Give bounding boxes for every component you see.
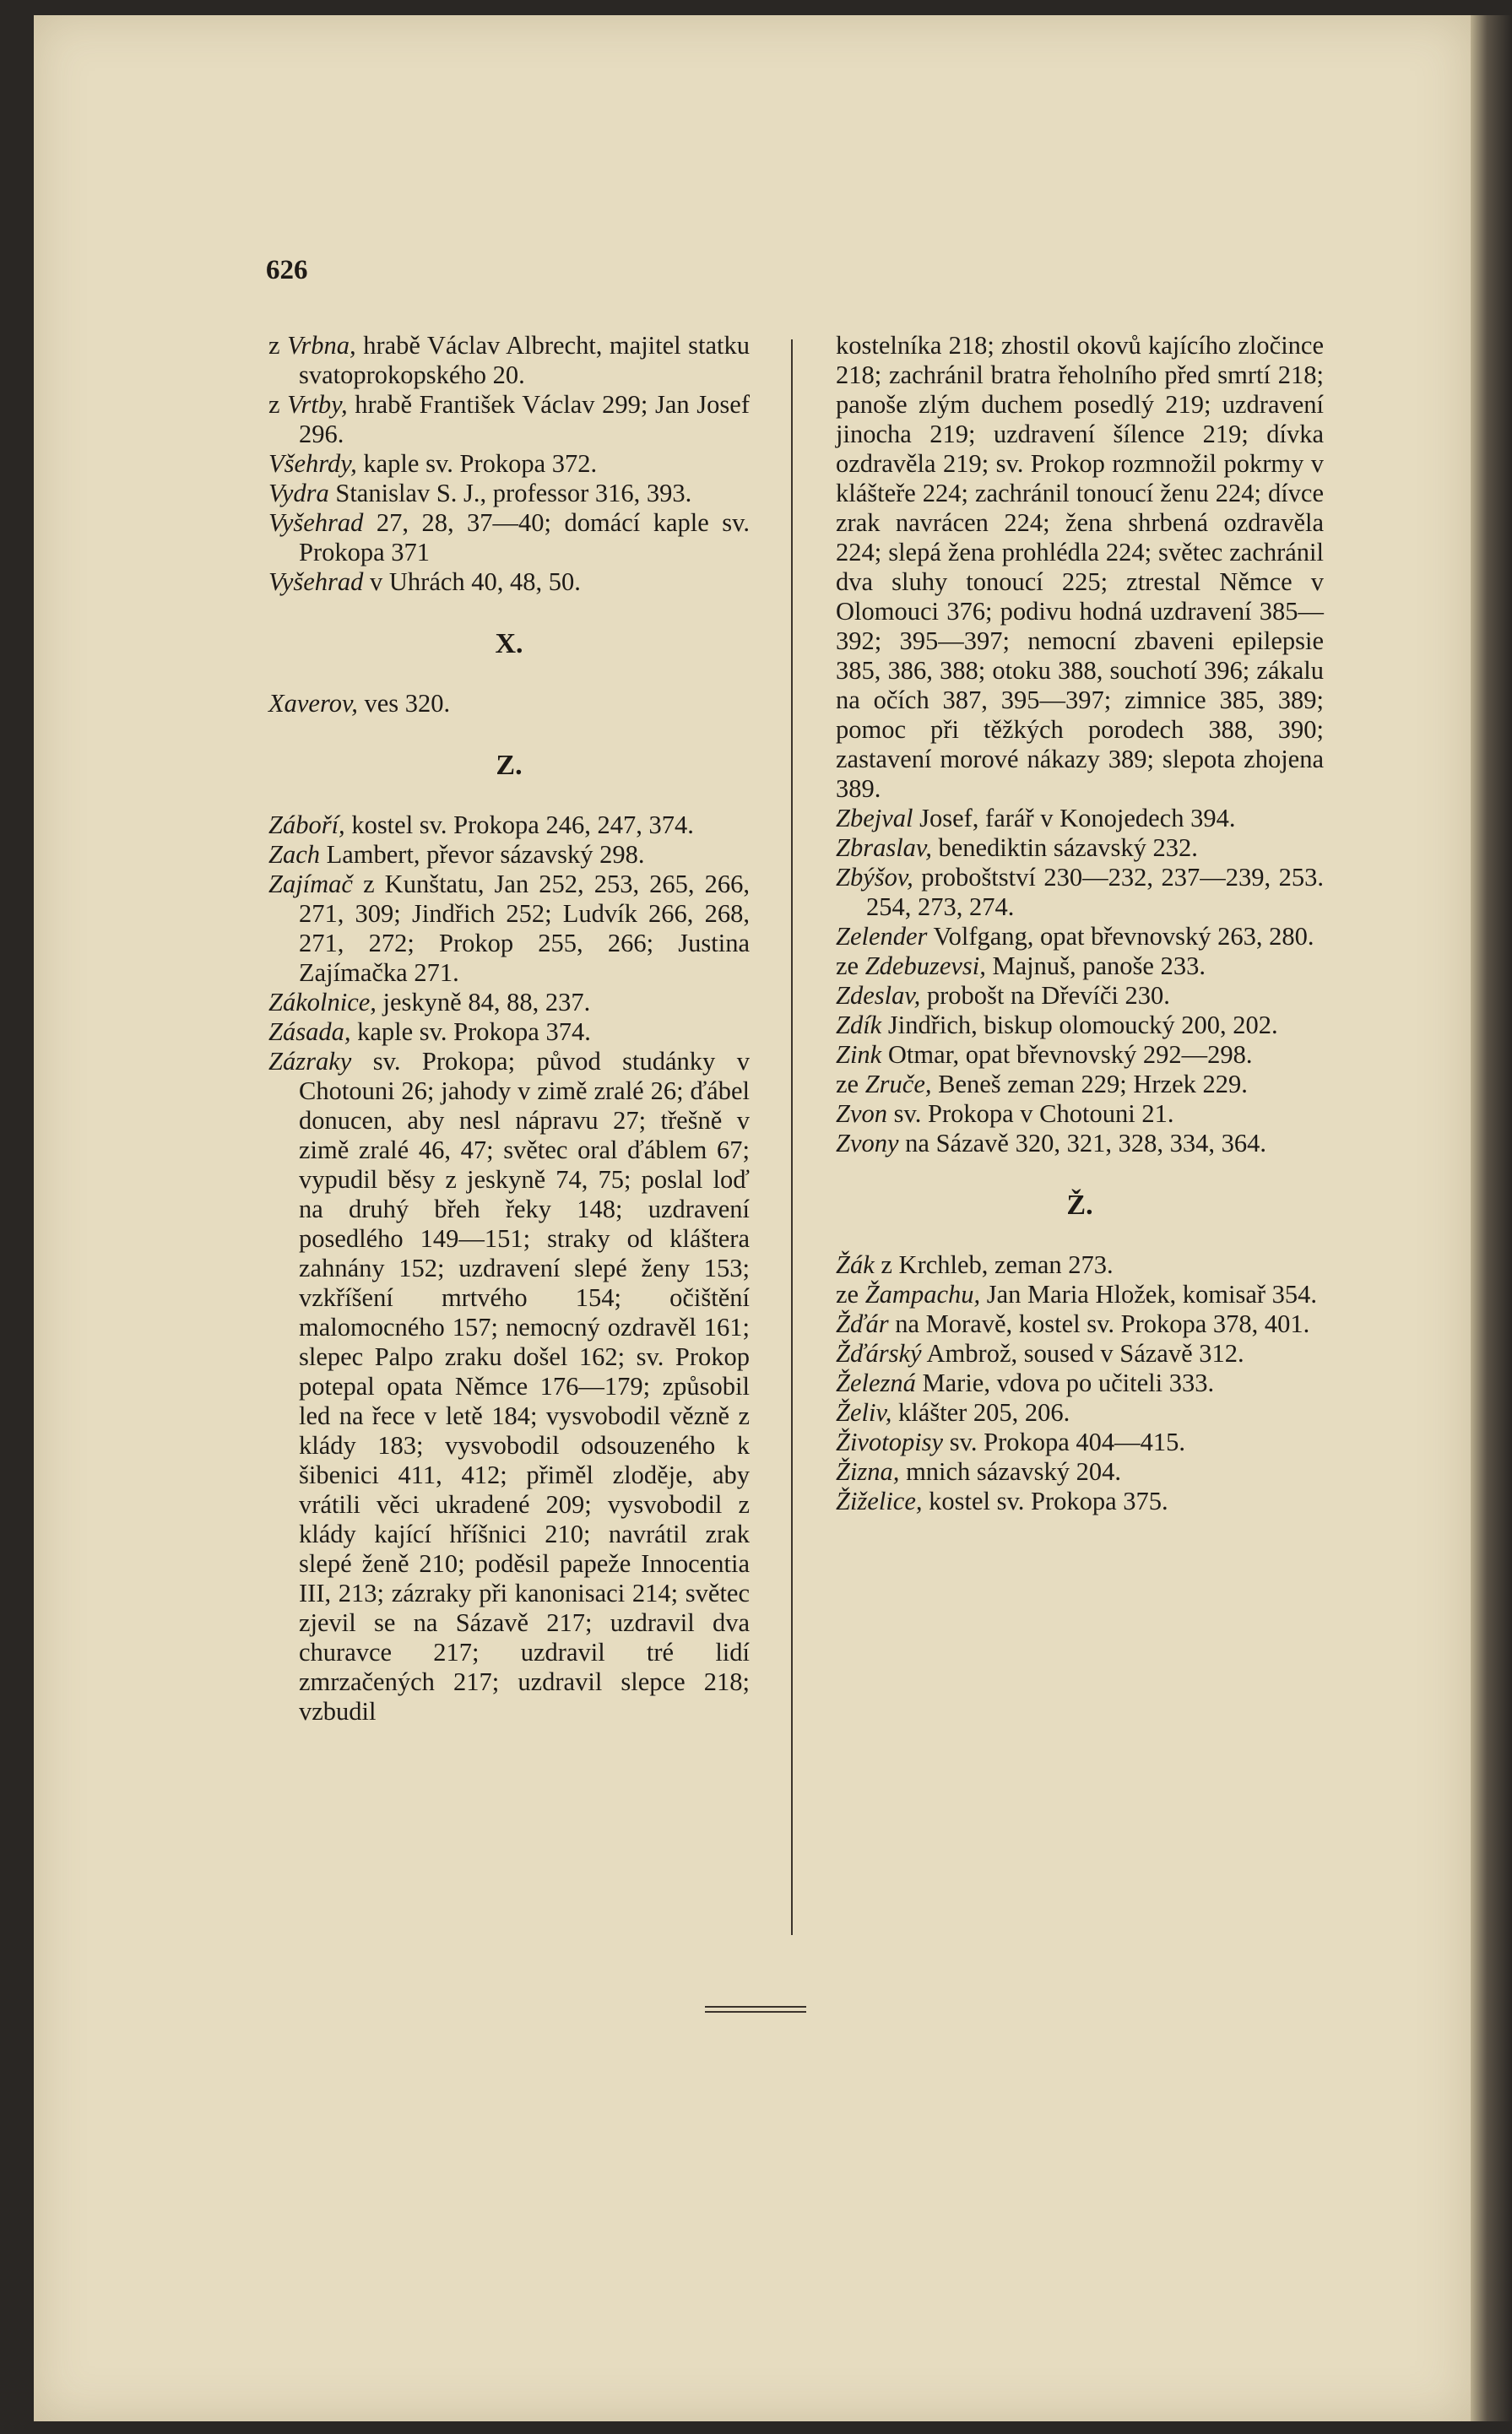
entry-name: Zbýšov, [836, 863, 913, 892]
entry-text: z Kunštatu, Jan 252, 253, 265, 266, 271, 309; Jindřich 252; Ludvík 266, 268, 271, 272; Prokop 255, 266; Justina Zajímačka 271. [299, 870, 750, 987]
entry-text: kaple sv. Prokopa 372. [356, 449, 598, 478]
entry-name: Zruče, [864, 1070, 932, 1098]
entry-name: Zbraslav, [836, 833, 932, 862]
index-entry [268, 988, 750, 1017]
entry-text: sv. Prokopa; původ studánky v Chotouni 26; jahody v zimě zralé 26; ďábel donucen, aby nesl nápravu 27; třešně v zimě zralé 46, 47; světec oral ďáblem 67; vypudil běsy z jeskyně 74, 75; poslal loď na druhý břeh řeky 148; uzdravení posedlého 149—151; straky od kláštera zahnány 152; uzdravení slepé ženy 153; vzkříšení mrtvého 154; očištění malomocného 157; nemocný ozdravěl 161; slepec Palpo zraku došel 162; sv. Prokop potepal opata Němce 176—179; způsobil led na řece v letě 184; vysvobodil vězně z klády 183; vysvobodil odsouzeného k šibenici 411, 412; přiměl zloděje, aby vrátili věci ukradené 209; vysvobodil z klády kající hříšnici 210; navrátil zrak slepé ženě 210; poděsil papeže Innocentia III, 213; zázraky při kanonisaci 214; světec zjevil se na Sázavě 217; uzdravil dva churavce 217; uzdravil tré lidí zmrzačených 217; uzdravil slepce 218; vzbudil [299, 1047, 750, 1726]
index-entry [268, 479, 750, 508]
index-entry [836, 1309, 1324, 1339]
index-entry [268, 689, 750, 718]
entry-name: Žizna, [836, 1457, 900, 1486]
entry-name: Vyšehrad [268, 508, 364, 537]
index-entry [836, 1250, 1324, 1280]
index-entry [268, 840, 750, 870]
entry-group-v [268, 331, 750, 597]
index-entry [836, 1369, 1324, 1398]
entry-name: Zajímač [268, 870, 353, 898]
index-column-left [268, 331, 750, 1727]
index-entry [836, 981, 1324, 1011]
entry-text: sv. Prokopa 404—415. [943, 1428, 1186, 1456]
entry-group-x [268, 689, 750, 718]
entry-name: Vyšehrad [268, 567, 364, 596]
index-entry [836, 1099, 1324, 1129]
entry-text: Beneš zeman 229; Hrzek 229. [931, 1070, 1248, 1098]
entry-text: klášter 205, 206. [891, 1398, 1070, 1427]
entry-text: hrabě František Václav 299; Jan Josef 296. [299, 390, 750, 448]
entry-group-z [268, 810, 750, 1727]
entry-text: Volfgang, opat břevnovský 263, 280. [927, 922, 1314, 951]
entry-name: Zásada, [268, 1017, 351, 1046]
entry-text: ves 320. [357, 689, 451, 718]
entry-name: Záboří, [268, 810, 345, 839]
entry-name: Zdebuzevsi, [864, 951, 986, 980]
entry-text: Jan Maria Hložek, komisař 354. [980, 1280, 1318, 1309]
entry-prefix: z [268, 390, 288, 419]
column-divider [791, 339, 793, 1935]
page-edge-shadow [1471, 15, 1512, 2421]
entry-text: Josef, farář v Konojedech 394. [913, 804, 1236, 832]
entry-text: Stanislav S. J., professor 316, 393. [328, 479, 692, 507]
entry-group-z-cont [836, 804, 1324, 1158]
entry-name: Zvony [836, 1129, 899, 1157]
index-entry [836, 1428, 1324, 1457]
index-entry [268, 870, 750, 988]
index-entry [836, 1011, 1324, 1040]
entry-text: kostel sv. Prokopa 375. [922, 1487, 1168, 1515]
entry-text: Ambrož, soused v Sázavě 312. [921, 1339, 1244, 1368]
index-entry [836, 1040, 1324, 1070]
end-rule-bottom [705, 2011, 806, 2013]
entry-text: probošt na Dřevíči 230. [920, 981, 1170, 1010]
section-letter-zh: Ž. [1066, 1190, 1093, 1221]
index-entry [268, 1047, 750, 1727]
entry-text: mnich sázavský 204. [899, 1457, 1122, 1486]
entry-text: na Sázavě 320, 321, 328, 334, 364. [898, 1129, 1266, 1157]
index-entry [836, 1457, 1324, 1487]
index-entry [836, 922, 1324, 951]
index-entry [836, 1398, 1324, 1428]
entry-text: na Moravě, kostel sv. Prokopa 378, 401. [888, 1309, 1310, 1338]
index-entry [268, 567, 750, 597]
entry-text: v Uhrách 40, 48, 50. [363, 567, 581, 596]
end-rule-top [705, 2006, 806, 2008]
entry-name: Zákolnice, [268, 988, 377, 1016]
entry-name: Vydra [268, 479, 329, 507]
entry-name: Zdík [836, 1011, 882, 1039]
entry-name: Želiv, [836, 1398, 892, 1427]
entry-text: Majnuš, panoše 233. [985, 951, 1206, 980]
entry-prefix: z [268, 331, 288, 360]
entry-name: Životopisy [836, 1428, 944, 1456]
entry-text: Otmar, opat břevnovský 292—298. [881, 1040, 1253, 1069]
entry-name: Zbejval [836, 804, 913, 832]
index-column-right [836, 331, 1324, 1516]
page-number: 626 [266, 255, 308, 285]
section-letter-z: Z. [496, 750, 523, 781]
index-entry [268, 508, 750, 567]
entry-text: kaple sv. Prokopa 374. [350, 1017, 591, 1046]
entry-name: Žďár [836, 1309, 889, 1338]
entry-name: Zvon [836, 1099, 887, 1128]
index-entry [268, 331, 750, 390]
entry-text: benediktin sázavský 232. [931, 833, 1198, 862]
entry-name: Žampachu, [864, 1280, 981, 1309]
entry-prefix: ze [836, 951, 865, 980]
entry-name: Zdeslav, [836, 981, 921, 1010]
entry-group-zh [836, 1250, 1324, 1516]
entry-prefix: ze [836, 1280, 865, 1309]
entry-text: sv. Prokopa v Chotouni 21. [887, 1099, 1174, 1128]
entry-name: Všehrdy, [268, 449, 357, 478]
index-entry [836, 863, 1324, 922]
index-entry [836, 1129, 1324, 1158]
index-entry [836, 951, 1324, 981]
entry-text: hrabě Václav Albrecht, majitel statku svatoprokopského 20. [299, 331, 750, 389]
entry-name: Zelender [836, 922, 928, 951]
entry-prefix: ze [836, 1070, 865, 1098]
entry-text: Marie, vdova po učiteli 333. [915, 1369, 1215, 1397]
index-entry [268, 390, 750, 449]
entry-text: kostel sv. Prokopa 246, 247, 374. [344, 810, 694, 839]
index-entry [836, 1070, 1324, 1099]
entry-name: Xaverov, [268, 689, 358, 718]
index-entry [268, 1017, 750, 1047]
entry-text: Lambert, převor sázavský 298. [320, 840, 645, 869]
index-entry [836, 804, 1324, 833]
entry-name: Železná [836, 1369, 916, 1397]
entry-name: Zink [836, 1040, 882, 1069]
index-entry [836, 1280, 1324, 1309]
entry-text: Jindřich, biskup olomoucký 200, 202. [881, 1011, 1278, 1039]
entry-name: Zach [268, 840, 320, 869]
index-entry [836, 833, 1324, 863]
entry-name: Vrtby, [287, 390, 348, 419]
entry-text: jeskyně 84, 88, 237. [376, 988, 591, 1016]
continued-entry-text: kostelníka 218; zhostil okovů kajícího zločince 218; zachránil bratra řeholního před smrtí 218; panoše zlým duchem posedlý 219; uzdravení jinocha 219; uzdravení šílence 219; dívka ozdravěla 219; sv. Prokop rozmnožil pokrmy v klášteře 224; zachránil tonoucí ženu 224; dívce zrak navrácen 224; žena shrbená ozdravěla 224; slepá žena prohlédla 224; světec zachránil dva sluhy tonoucí 225; ztrestal Němce v Olomouci 376; podivu hodná uzdravení 385—392; 395—397; nemocní zbaveni epilepsie 385, 386, 388; otoku 388, souchotí 396; zákalu na očích 387, 395—397; zimnice 385, 389; pomoc při těžkých porodech 388, 390; zastavení morové nákazy 389; slepota zhojena 389. [836, 331, 1324, 803]
entry-name: Vrbna, [287, 331, 356, 360]
entry-name: Žiželice, [836, 1487, 923, 1515]
entry-text: z Krchleb, zeman 273. [874, 1250, 1114, 1279]
entry-name: Žák [836, 1250, 875, 1279]
entry-text: proboštství 230—232, 237—239, 253. 254, 273, 274. [866, 863, 1324, 921]
index-entry [836, 1339, 1324, 1369]
index-entry [268, 810, 750, 840]
entry-name: Zázraky [268, 1047, 352, 1076]
index-entry [268, 449, 750, 479]
section-letter-x: X. [495, 628, 523, 659]
index-entry [836, 1487, 1324, 1516]
entry-name: Žďárský [836, 1339, 922, 1368]
entry-text: 27, 28, 37—40; domácí kaple sv. Prokopa 371 [299, 508, 750, 566]
